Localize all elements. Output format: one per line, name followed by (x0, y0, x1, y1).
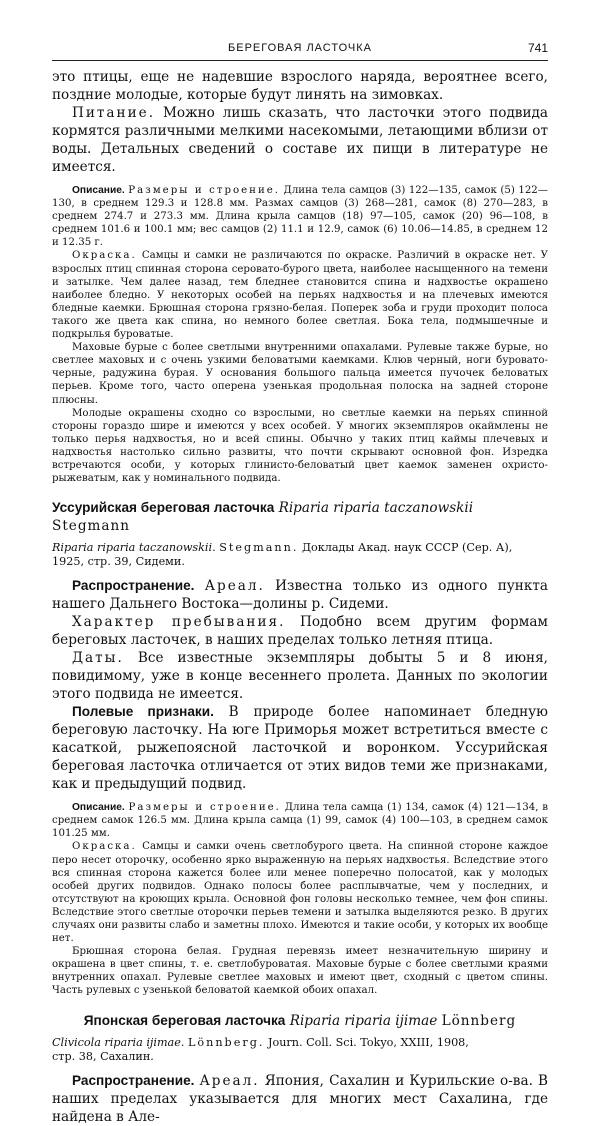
desc1-color-text: Самцы и самки не различаются по окраске. Различий в окраске нет. У взрослых птиц спинная сторона серовато-бурого цвета, наиболее насыщенного на темени и затылке. Чем далее назад, тем бледнее становится спина и надхвостье окрашено наиболее бледно. У некоторых особей на перьях надхвостья и на плечевых имеются бледные каемки. Брюшная сторона грязно-белая. Поперек зоба и груди проходит полоса такого же цвета как спина, но немного более светлая. Бока тела, подмышечные и подкрылья буроватые. (52, 250, 548, 341)
species2-synonym (52, 1036, 548, 1050)
species1-desc-belly: Брюшная сторона белая. Грудная перевязь имеет незначительную ширину и окрашена в цвет спины, т. е. светлобуроватая. Маховые бурые с более светлыми краями внутренних опахал. Рулевые светлее маховых и имеют цвет, сходный с цветом спины. Часть рулевых с узенькой беловатой каемкой обоих опахал. (52, 946, 548, 997)
species1-dist-text: Известна только из одного пункта нашего Дальнего Востока—долины р. Сидеми. (52, 578, 548, 613)
page-content (52, 68, 548, 1126)
desc1-color-paragraph (52, 249, 548, 341)
intro-paragraph: это птицы, еще не надевшие взрослого наряда, вероятнее всего, поздние молодые, которые будут линять на зимовках. (52, 69, 548, 103)
species2-syn-author: Lönnberg. (187, 1035, 265, 1049)
species1-stay (52, 613, 548, 649)
species2-latin: Riparia riparia ijimae (289, 1012, 438, 1029)
desc1-sub: Размеры и строение. (128, 185, 281, 196)
species1-color-lead: Окраска. (72, 841, 137, 853)
species1-desc-lead: Описание. (72, 802, 125, 814)
species1-dates (52, 649, 548, 703)
species1-syn-author: Stegmann. (219, 541, 299, 555)
page-number: 741 (527, 41, 548, 55)
desc1-lead: Описание. (72, 185, 125, 196)
desc1-color-lead: Окраска. (72, 250, 137, 262)
species1-color-text: Самцы и самки очень светлобурого цвета. На спинной стороне каждое перо несет оторочку, особенно ярко выраженную на перьях надхвостья. Вследствие этого вся спинная сторона кажется более или менее поперечно полосатой, как у молодых особей других подвидов. Однако полосы более расплывчатые, чем у последних, и отсутствуют на кроющих крыла. Основной фон головы несколько темнее, чем фон спины. Вследствие этого светлые оторочки перьев темени и затылка выделяются резко. В других случаях они развиты слабо и заметны плохо. Имеются и такие особи, у которых их вообще нет. (52, 841, 548, 945)
desc1-feathers-paragraph: Маховые бурые с более светлыми внутренними опахалами. Рулевые также бурые, но светлее маховых и с очень узкими беловатыми каемками. Клюв черный, ноги буровато-черные, радужина бурая. У основания большого пальца имеется пучочек беловатых перьев. Кроме того, часто оперена узенькая продольная полоска на задней стороне плюсны. (52, 342, 548, 406)
species1-desc-sub: Размеры и строение. (128, 802, 281, 814)
species1-dist-lead: Распространение. (72, 578, 195, 594)
species2-title: Японская береговая ласточка (83, 1012, 286, 1028)
species1-desc-text: Длина тела самца (1) 134, самок (4) 121—134, в среднем самок 126.5 мм. Длина крыла самца (1) 99, самок (4) 100—103, в среднем самок 101.25 мм. (52, 802, 549, 840)
species2-distribution (52, 1072, 548, 1126)
species1-syn-latin: Riparia riparia taczanowskii. (52, 541, 216, 555)
running-title: БЕРЕГОВАЯ ЛАСТОЧКА (228, 42, 372, 54)
species2-syn-ref: Journ. Coll. Sci. Tokyo, XXIII, 1908, (264, 1035, 469, 1049)
species2-syn-ref-cont: стр. 38, Сахалин. (52, 1049, 154, 1063)
species2-syn-latin: Clivicola riparia ijimae. (52, 1035, 185, 1049)
desc1-size-paragraph (52, 184, 548, 249)
species1-field-text: В природе более напоминает бледную береговую ласточку. На юге Приморья может встретиться вместе с касаткой, рыжепоясной ласточкой и воронком. Уссурийская береговая ласточка отличается от этих видов теми же признаками, как и предыдущий подвид. (52, 704, 548, 793)
species1-distribution (52, 577, 548, 613)
species1-dates-text: Все известные экземпляры добыты 5 и 8 июня, повидимому, уже в конце весеннего пролета. Данных по экологии этого подвида не имеется. (52, 650, 548, 703)
species1-synonym (52, 541, 548, 555)
species2-heading (52, 1012, 548, 1030)
species1-stay-text: Подобно всем другим формам береговых ласточек, в наших пределах только летняя птица. (52, 614, 548, 649)
species1-title: Уссурийская береговая ласточка (52, 500, 275, 516)
species1-syn-ref-cont: 1925, стр. 39, Сидеми. (52, 555, 185, 569)
species2-dist-lead: Распространение. (72, 1072, 195, 1088)
species1-syn-ref: Доклады Акад. наук СССР (Сер. А), (298, 541, 513, 555)
species1-desc-size (52, 801, 548, 840)
header-rule (52, 60, 548, 61)
desc1-size-text: Длина тела самцов (3) 122—135, самок (5) 122—130, в среднем 129.3 и 128.8 мм. Размах самцов (3) 268—281, самок (8) 270—283, в среднем 274.7 и 273.3 мм. Длина крыла самцов (18) 97—105, самок (20) 96—108, в среднем 101.6 и 100.1 мм; вес самцов (2) 11.1 и 12.9, самок (6) 10.06—14.85, в среднем 12 и 12.35 г. (52, 185, 548, 249)
species1-dates-lead: Даты. (72, 650, 124, 667)
running-header (52, 40, 548, 58)
species1-heading (52, 499, 548, 535)
species1-field-lead: Полевые признаки. (72, 704, 214, 720)
nutrition-paragraph (52, 104, 548, 176)
species1-dist-sub: Ареал. (204, 578, 265, 595)
nutrition-lead: Питание. (72, 105, 156, 121)
species2-author: Lönnberg (441, 1012, 517, 1029)
species2-dist-text: Япония, Сахалин и Курильские о-ва. В наших пределах указывается для многих мест Сахалина, где найдена в Але- (52, 1072, 548, 1125)
species1-desc-color (52, 840, 548, 945)
species2-dist-sub: Ареал. (199, 1072, 260, 1089)
species1-stay-lead: Характер пребывания. (72, 614, 286, 631)
nutrition-text: Можно лишь сказать, что ласточки этого подвида кормятся различными мелкими насекомыми, летающими вблизи от воды. Детальных сведений о составе их пищи в литературе не имеется. (52, 105, 548, 175)
species1-author: Stegmann (52, 518, 131, 535)
species1-latin: Riparia riparia taczanowskii (278, 500, 474, 517)
species1-field-marks (52, 703, 548, 793)
desc1-young-paragraph: Молодые окрашены сходно со взрослыми, но светлые каемки на перьях спинной стороны гораздо шире и имеются у всех особей. У многих экземпляров окаймлены не только перья надхвостья, но и всей спины. Обычно у таких птиц каймы плечевых и надхвостья настолько сильно развиты, что почти скрывают основной фон. Изредка встречаются особи, у которых глинисто-беловатый цвет каемок заменен охристо-рыжеватым, как у номинального подвида. (52, 407, 548, 485)
